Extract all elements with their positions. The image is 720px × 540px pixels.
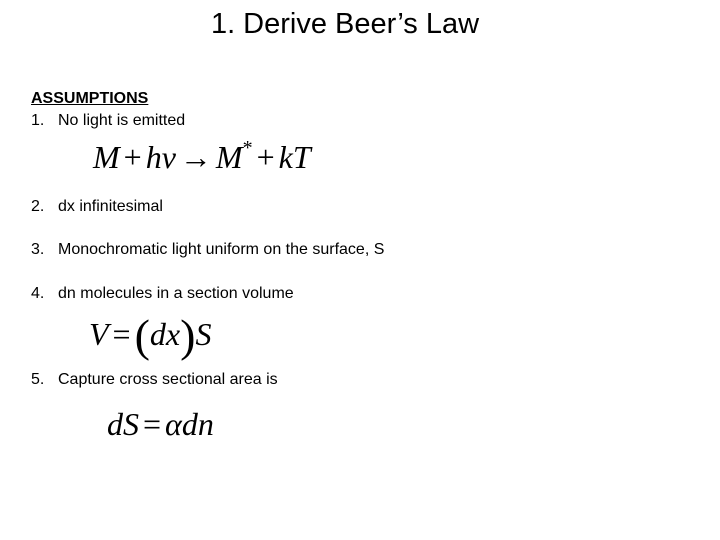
slide-title: 1. Derive Beer’s Law <box>210 8 480 40</box>
equation-cross-section: dS = αdn <box>107 406 214 442</box>
assumption-item-4 <box>31 284 294 304</box>
item-text: Monochromatic light uniform on the surface, S <box>58 241 385 258</box>
item-text: dn molecules in a section volume <box>58 285 294 302</box>
assumption-item-3 <box>31 240 384 260</box>
item-number: 2. <box>31 198 45 215</box>
item-text: dx infinitesimal <box>58 198 163 215</box>
item-number: 5. <box>31 371 45 388</box>
assumption-item-1 <box>31 111 185 131</box>
item-text: No light is emitted <box>58 112 186 129</box>
equation-volume: V =(dx)S <box>89 310 212 361</box>
assumptions-heading: ASSUMPTIONS <box>31 90 149 107</box>
item-text: Capture cross sectional area is <box>58 371 278 388</box>
equation-photon-absorption: M + hν → M* + kT <box>93 137 311 175</box>
assumption-item-2 <box>31 197 163 217</box>
assumption-item-5 <box>31 370 278 390</box>
item-number: 1. <box>31 112 45 129</box>
item-number: 3. <box>31 241 45 258</box>
item-number: 4. <box>31 285 45 302</box>
